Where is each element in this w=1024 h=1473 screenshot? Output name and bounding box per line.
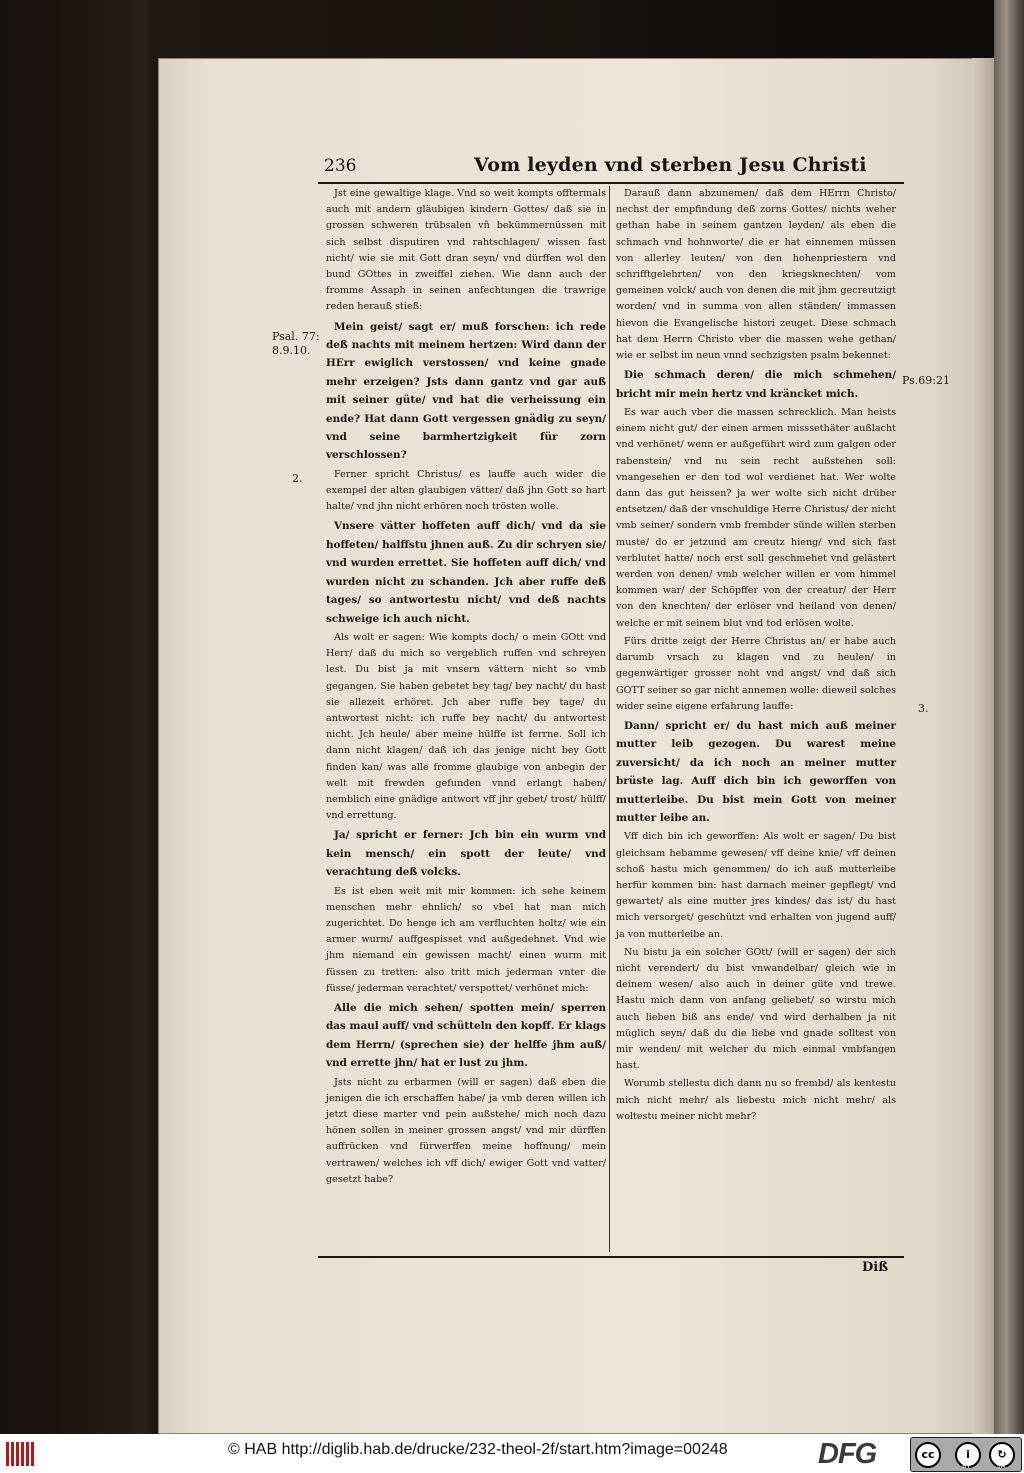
margin-reference-right: Ps.69:21 [902,374,950,387]
cc-icon: cc [915,1442,941,1468]
viewer-footer [0,1434,1024,1473]
right-text-column [616,186,896,1252]
share-alike-icon: ↻ [989,1442,1015,1468]
cc-license-badge[interactable] [910,1437,1022,1472]
book-edge [994,0,1024,1434]
quote-paragraph: Mein geist/ sagt er/ muß forschen: ich rede deß nachts mit meinem hertzen: Wird dann der HErr ewiglich verstossen/ vnd keine gnade mehr erzeigen? Jsts dann gantz vnd gar auß mit seiner güte/ vnd hat die verheissung ein ende? Hat dann Gott vergessen gnädig zu seyn/ vnd seine barmhertzigkeit für zorn verschlossen? [326,320,606,462]
running-title: Vom leyden vnd sterben Jesu Christi [474,154,867,176]
margin-number-left: 2. [292,472,303,485]
paragraph: Fürs dritte zeigt der Herre Christus an/ er habe auch darumb vrsach zu klagen vnd zu heulen/ in gegenwärtiger grosser noht vnd angst/ vnd daß sich GOTT seiner so gar nicht annemen wolle: dieweil solches wider seine eigene erfahrung lauffe: [616,635,896,712]
margin-reference-left: Psal. 77: 8.9.10. [272,330,320,357]
paragraph: Es war auch vber die massen schrecklich. Man heists einem nicht gut/ der einen armen misssethäter außlacht vnd verhönet/ wenn er außgeführt wird zum galgen oder rabenstein/ vnd nu sein recht außstehen soll: vnangesehen er den tod wol verdienet hat. Wer wolte dann das gut heissen? ja wer wolte sich nicht drüber entsetzen/ daß der vnschuldige Herre Christus/ der nicht vmb seiner/ sondern vmb frembder sünde willen sterben muste/ do er jetzund am creutz hieng/ vnd sich fast verblutet hatte/ noch erst soll geschmehet vnd gelästert werden von denen/ vmb welcher willen er vom himmel kommen war/ der Schöpffer von der creatur/ der Herr von den knechten/ der erlöser vnd heiland von denen/ welche er mit seinem blut vnd tod erlösen wolte. [616,407,896,629]
paragraph: Ferner spricht Christus/ es lauffe auch wider die exempel der alten glaubigen vätter/ daß jhn Gott so hart halte/ vnd jhn nicht erhören noch trösten wolle. [326,468,606,513]
paragraph: Darauß dann abzunemen/ daß dem HErrn Christo/ nechst der empfindung deß zorns Gottes/ nichts weher gethan habe in seinem gantzen leyden/ als eben die schmach vnd hohnworte/ die er hat einnemen müssen von allerley leuten/ von den hohenpriestern vnd schrifftgelehrten/ von den kriegsknechten/ vom gemeinen volck/ auch von denen die mit jhm gecreutzigt worden/ vnd in summa von allen ständen/ immassen hievon die Evangelische histori zeuget. Diese schmach hat dem Herrn Christo vber die massen wehe gethan/ wie er selbst im neun vnnd sechzigsten psalm bekennet: [616,188,896,362]
dfg-logo[interactable]: DFG [818,1438,877,1470]
paragraph: Jst eine gewaltige klage. Vnd so weit kompts offtermals auch mit andern gläubigen kindern Gottes/ daß sie in grossen schweren trübsalen vñ bekümmernüssen mit sich selbst disputiren vnd rahtschlagen/ wissen fast nicht/ wie sie mit Gott dran seyn/ vnd dürffen wol den bund GOttes in zweiffel ziehen. Wie dann auch der fromme Assaph in seinen anfechtungen die trawrige reden herauß stieß: [326,188,606,313]
quote-paragraph: Die schmach deren/ die mich schmehen/ bricht mir mein hertz vnd kräncket mich. [616,369,896,400]
quote-paragraph: Vnsere vätter hoffeten auff dich/ vnd da sie hoffeten/ halffstu jhnen auß. Zu dir schryen sie/ vnd wurden errettet. Sie hoffeten auff dich/ vnd wurden nicht zu schanden. Jch aber ruffe deß tages/ so antwortestu nicht/ vnd deß nachts schweige ich auch nicht. [326,520,606,625]
catchword: Diß [862,1260,889,1275]
by-label: BY [962,1462,971,1470]
paragraph: Es ist eben weit mit mir kommen: ich sehe keinem menschen mehr ehnlich/ so vbel hat man mich zugerichtet. Do henge ich am verfluchten holtz/ wie ein armer wurm/ auffgespisset vnd außgedehnet. Vnd wie jhm niemand ein gewissen macht/ einen wurm mit füssen zu tretten: also tritt mich jederman vnter die füsse/ jederman verachtet/ verspottet/ verhönet mich: [326,885,606,994]
bottom-rule [318,1256,904,1258]
paragraph: Als wolt er sagen: Wie kompts doch/ o mein GOtt vnd Herr/ daß du mich so vergeblich ruffen vnd schreyen lest. Du bist ja mit vnsern vättern nicht so vmb gegangen. Sie haben gebetet bey tag/ bey nacht/ du hast sie allezeit erhöret. Jch aber ruffe bey tage/ du antwortest nicht: ich ruffe bey nacht/ du antwortest nicht. Jch heule/ aber meine hülffe ist ferrne. Soll ich dann nicht klagen/ daß ich das jenige nicht bey Gott finden kan/ was alle fromme glaubige von anbegin der welt mit frewden gefunden vnnd erlangt haben/ nemblich eine gnädige antwort vff jhr gebet/ trost/ hülff/ vnd errettung. [326,631,606,822]
by-icon: i [955,1442,981,1468]
quote-paragraph: Ja/ spricht er ferner: Jch bin ein wurm vnd kein mensch/ ein spott der leute/ vnd verachtung deß volcks. [326,829,606,879]
sa-label: SA [996,1462,1006,1470]
left-text-column [326,186,606,1252]
margin-number-right: 3. [918,702,929,715]
paragraph: Nu bistu ja ein solcher GOtt/ (will er sagen) der sich nicht verendert/ du bist vnwandelbar/ gleich wie in deinem wesen/ also auch in deiner güte vnd trewe. Hastu mich dann von anfang geliebet/ so wirstu mich auch lieben biß ans ende/ vnd wird derhalben ja nit müglich seyn/ daß du die liebe vnd gnade solltest von mir wenden/ mit welcher du mich einmal vmbfangen hast. [616,946,896,1072]
paragraph: Vff dich bin ich geworffen: Als wolt er sagen/ Du bist gleichsam hebamme gewesen/ vff deine knie/ vff deinen schoß hastu mich genommen/ do ich auß mutterleibe herfür kommen bin: hast darnach meiner gepflegt/ vnd gewartet/ als eine mutter jres kindes/ das ist/ du hast mich versorget/ geschützt vnd erhalten von jugend auff/ ja von mutterleibe an. [616,831,896,940]
column-divider [609,186,610,1252]
paragraph: Worumb stellestu dich dann nu so frembd/ als kentestu mich nicht mehr/ als liebestu mich nicht mehr/ als woltestu meiner nicht mehr? [616,1078,896,1122]
quote-paragraph: Dann/ spricht er/ du hast mich auß meiner mutter leib gezogen. Du warest meine zuversicht/ da ich noch an meiner mutter brüste lag. Auff dich bin ich geworffen von mutterleibe. Du bist mein Gott von meiner mutter leibe an. [616,719,896,824]
page-number: 236 [324,156,357,176]
hab-logo-icon [6,1442,38,1466]
page-header [318,152,904,184]
copyright-link[interactable]: © HAB http://diglib.hab.de/drucke/232-theol-2f/start.htm?image=00248 [228,1441,728,1458]
page-gutter [972,58,994,1434]
paragraph: Jsts nicht zu erbarmen (will er sagen) daß eben die jenigen die ich erschaffen habe/ ja vmb deren willen ich jetzt diese marter vnd pein außstehe/ mich noch dazu hönen sollen in meiner grossen angst/ vnd mir dürffen auffrücken vnd fürwerffen meine hoffnung/ mein vertrawen/ welches ich vff dich/ ewiger Gott vnd vatter/ gesetzt habe? [326,1076,606,1185]
quote-paragraph: Alle die mich sehen/ spotten mein/ sperren das maul auff/ vnd schütteln den kopff. Er klags dem Herrn/ (sprechen sie) der helffe jhm auß/ vnd errette jhn/ hat er lust zu jhm. [326,1002,606,1070]
